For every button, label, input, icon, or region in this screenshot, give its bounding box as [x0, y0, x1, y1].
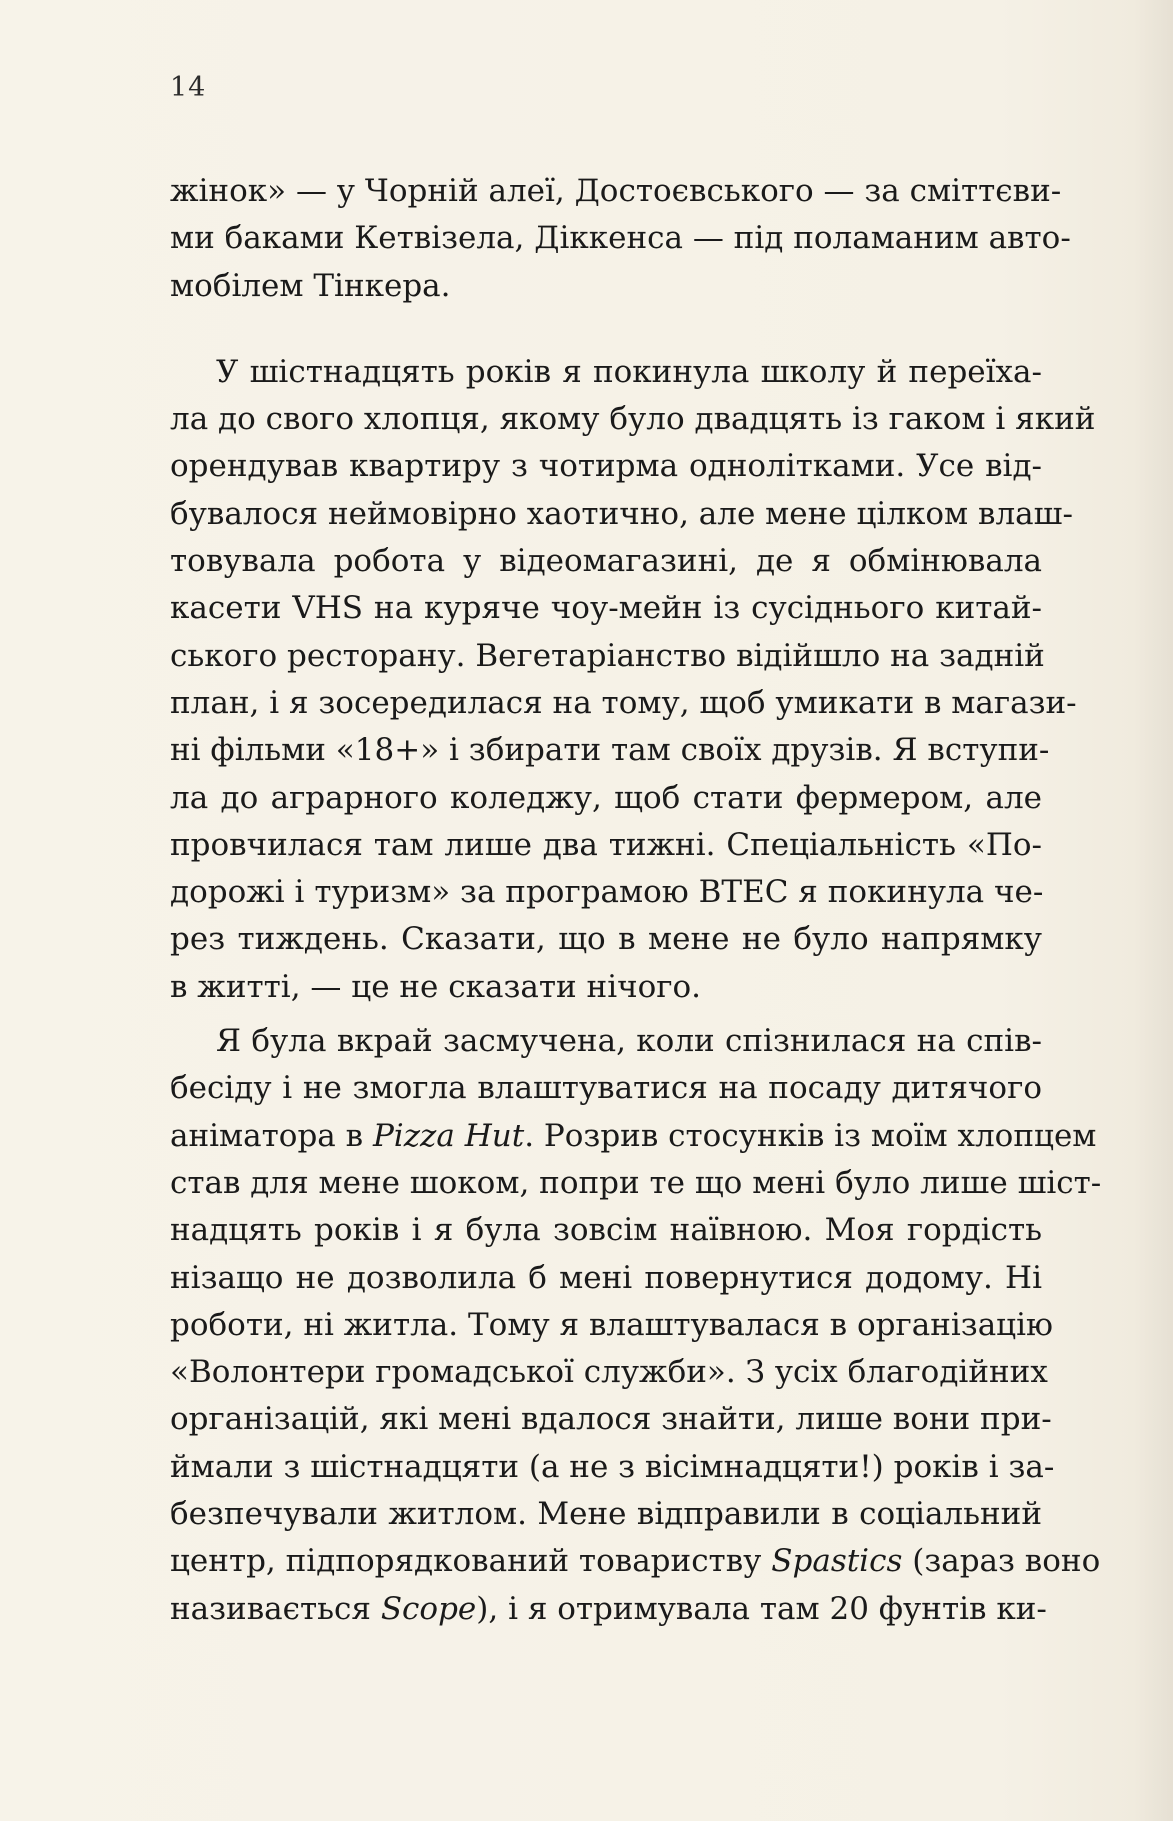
text-line: ми баками Кетвізела, Діккенса — під поламаним авто- — [170, 220, 1071, 257]
text-line — [170, 1113, 1097, 1160]
text-line: ла до свого хлопця, якому було двадцять із гаком і який — [170, 401, 1096, 438]
page-edge-shadow — [1133, 0, 1173, 1821]
text-span: аніматора в — [170, 1117, 373, 1154]
text-span: (зараз воно — [902, 1543, 1101, 1580]
text-span: ), і я отримувала там 20 фунтів ки- — [476, 1590, 1047, 1627]
text-line: Я була вкрай засмучена, коли спізнилася на спів- — [216, 1023, 1042, 1060]
text-span: центр, підпорядкований товариству — [170, 1543, 772, 1580]
text-line: надцять років і я була зовсім наївною. Моя гордість — [170, 1212, 1042, 1249]
text-line: бесіду і не змогла влаштуватися на посаду дитячого — [170, 1070, 1042, 1107]
text-line: організацій, які мені вдалося знайти, лише вони при- — [170, 1401, 1052, 1438]
brand-name-pizza-hut: Pizza Hut — [372, 1117, 525, 1154]
text-span: називається — [170, 1590, 381, 1627]
text-line: У шістнадцять років я покинула школу й переїха- — [216, 353, 1042, 390]
text-line: мобілем Тінкера. — [170, 267, 451, 304]
text-line: бувалося неймовірно хаотично, але мене цілком влаш- — [170, 495, 1073, 532]
text-line: провчилася там лише два тижні. Спеціальність «По- — [170, 826, 1042, 863]
text-line: товувала робота у відеомагазині, де я обмінювала — [170, 543, 1042, 580]
text-line: «Волонтери громадської служби». З усіх благодійних — [170, 1354, 1048, 1391]
text-line: орендував квартиру з чотирма однолітками. Усе від- — [170, 448, 1042, 485]
text-line — [170, 1586, 1047, 1633]
page-number: 14 — [170, 72, 207, 103]
text-line: ського ресторану. Вегетаріанство відійшло на задній — [170, 637, 1045, 674]
text-line: роботи, ні житла. Тому я влаштувалася в організацію — [170, 1306, 1054, 1343]
text-line: жінок» — у Чорній алеї, Достоєвського — за сміттєви- — [170, 173, 1062, 209]
text-line: став для мене шоком, попри те що мені було лише шіст- — [170, 1164, 1102, 1201]
body-text — [170, 168, 1102, 1633]
text-line: план, і я зосередилася на тому, щоб умикати в магази- — [170, 684, 1077, 721]
text-line: безпечували житлом. Мене відправили в соціальний — [170, 1496, 1042, 1533]
text-line: нізащо не дозволила б мені повернутися додому. Ні — [170, 1259, 1042, 1296]
text-line — [170, 1538, 1101, 1585]
text-line: ла до аграрного коледжу, щоб стати фермером, але — [170, 779, 1042, 816]
organization-name-scope: Scope — [380, 1590, 477, 1627]
text-line: дорожі і туризм» за програмою BTEC я покинула че- — [170, 874, 1044, 911]
text-line: рез тиждень. Сказати, що в мене не було напрямку — [170, 921, 1042, 958]
text-span: . Розрив стосунків із моїм хлопцем — [524, 1117, 1097, 1154]
text-line: касети VHS на куряче чоу-мейн із сусіднього китай- — [170, 590, 1042, 627]
text-line: в житті, — це не сказати нічого. — [170, 968, 702, 1005]
text-line: ймали з шістнадцяти (а не з вісімнадцяти!) років і за- — [170, 1448, 1055, 1485]
organization-name-spastics: Spastics — [771, 1543, 903, 1580]
text-line: ні фільми «18+» і збирати там своїх друзів. Я вступи- — [170, 732, 1050, 769]
